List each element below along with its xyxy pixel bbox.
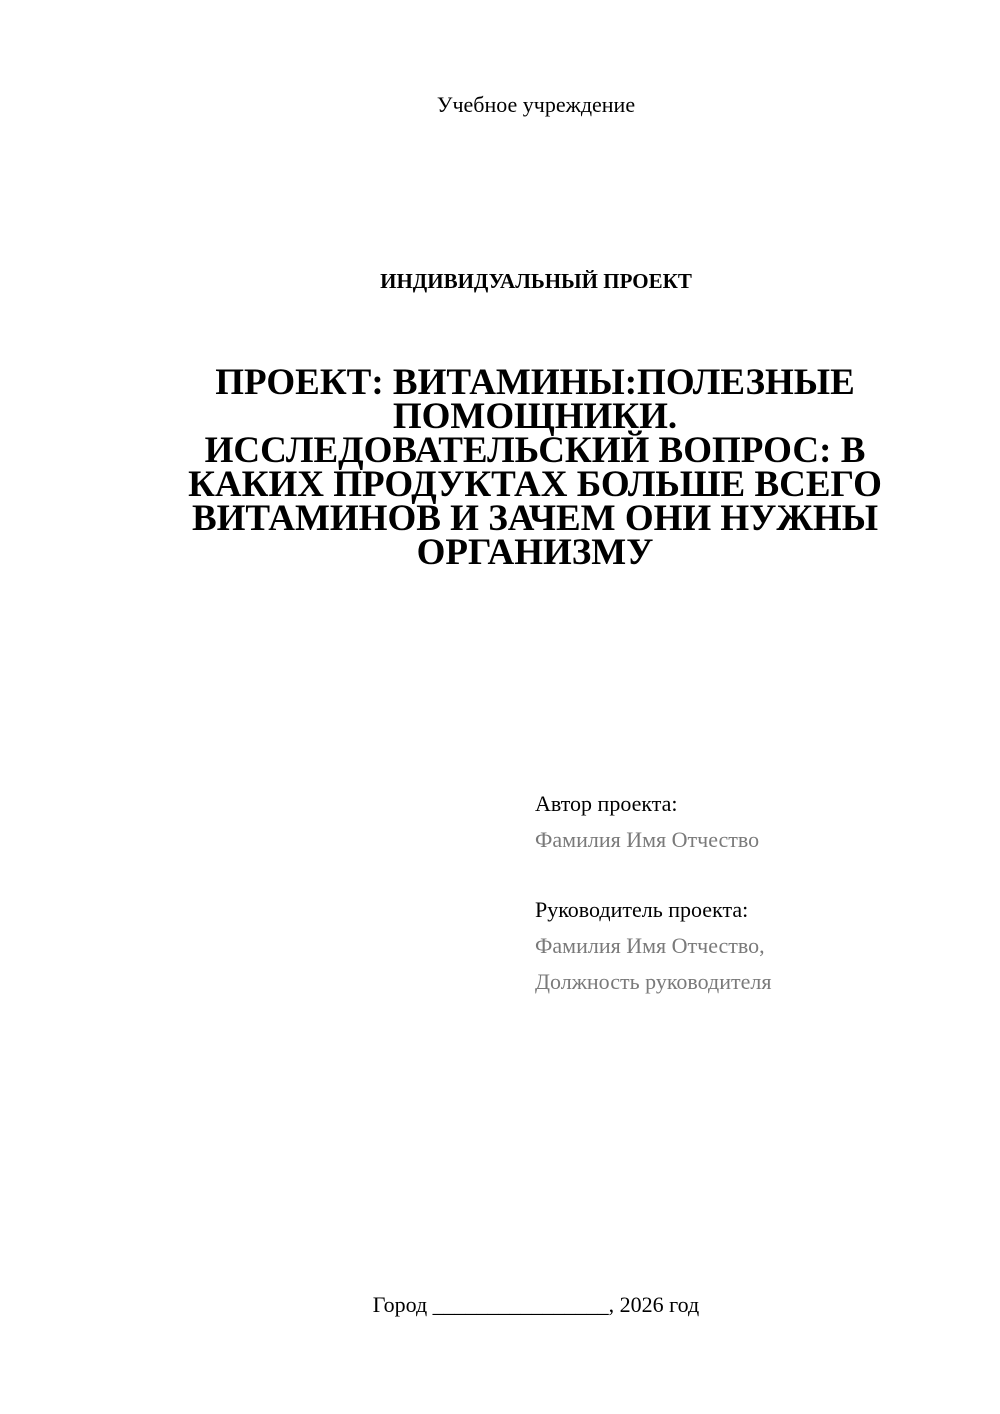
supervisor-block [535, 892, 975, 1000]
project-title [160, 362, 910, 573]
project-title-line: ОРГАНИЗМУ [416, 532, 654, 573]
project-title-line: ПРОЕКТ: ВИТАМИНЫ:ПОЛЕЗНЫЕ [215, 362, 855, 403]
project-title-line: КАКИХ ПРОДУКТАХ БОЛЬШЕ ВСЕГО [188, 464, 882, 505]
city-year-footer: Город ________________, 2026 год [372, 1292, 700, 1317]
supervisor-label: Руководитель проекта: [535, 897, 749, 922]
author-block [535, 786, 975, 858]
author-label: Автор проекта: [535, 791, 678, 816]
institution-name: Учебное учреждение [436, 92, 636, 117]
author-name: Фамилия Имя Отчество [535, 827, 760, 852]
project-title-line: ИССЛЕДОВАТЕЛЬСКИЙ ВОПРОС: В [204, 430, 866, 471]
project-title-line: ПОМОЩНИКИ. [392, 396, 678, 437]
supervisor-name: Фамилия Имя Отчество, [535, 933, 765, 958]
document-type: ИНДИВИДУАЛЬНЫЙ ПРОЕКТ [380, 269, 692, 293]
project-title-line: ВИТАМИНОВ И ЗАЧЕМ ОНИ НУЖНЫ [191, 498, 879, 539]
supervisor-position: Должность руководителя [535, 969, 772, 994]
